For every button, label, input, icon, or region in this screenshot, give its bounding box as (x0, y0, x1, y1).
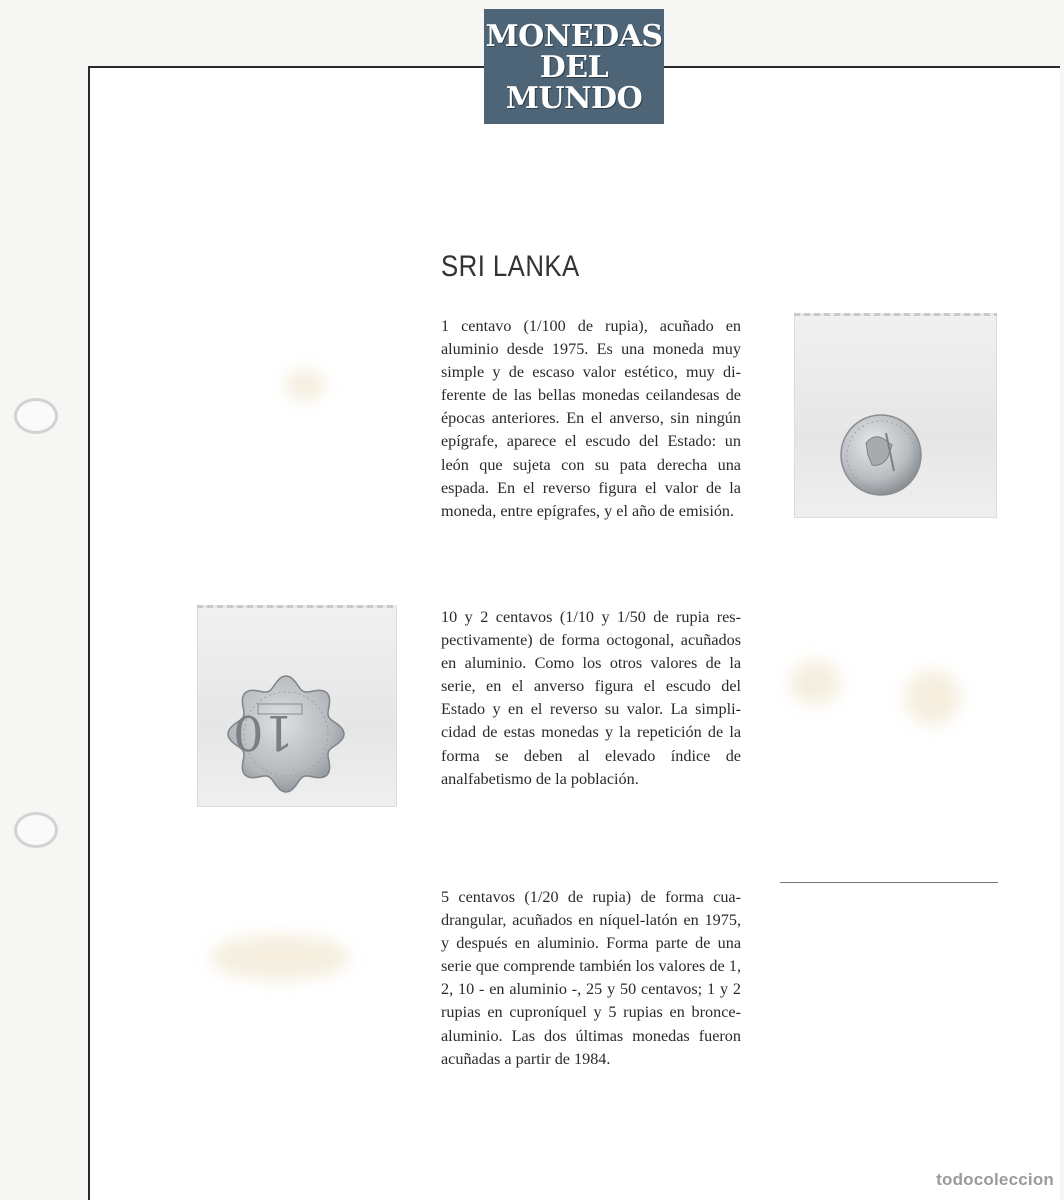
logo-line-2: DEL (539, 50, 609, 85)
watermark: todocoleccion (936, 1170, 1054, 1189)
svg-text:10: 10 (232, 704, 294, 760)
stain (905, 670, 960, 725)
page-title: SRI LANKA (441, 250, 580, 283)
description-1-centavo: 1 centavo (1/100 de rupia), acuñado en aluminio desde 1975. Es una moneda muy simple y de escaso valor estético, muy diferente de las bellas monedas ceilandesas de épocas anteriores. En el anverso, sin ningún epígrafe, aparece el escudo del Estado: un león que sujeta con su pata derecha una espada. En el reverso figura el valor de la moneda, entre epígrafes, y el año de emisión. (441, 317, 741, 520)
coin-sleeve-10-cents (197, 605, 397, 807)
description-5-centavos: 5 centavos (1/20 de rupia) de forma cuadrangular, acuñados en níquel-latón en 1975, y después en aluminio. Forma parte de una serie que comprende también los valores de 1, 2, 10 - en aluminio -, 25 y 50 centavos; 1 y 2 rupias en cuproníquel y 5 rupias en bronce-aluminio. Las dos últimas monedas fueron acuñadas a partir de 1984. (441, 888, 741, 1068)
logo-line-1: MONEDAS (485, 19, 663, 54)
monedas-del-mundo-logo (484, 9, 664, 124)
coin-sleeve-1-cent (794, 313, 997, 518)
stain (210, 935, 350, 980)
description-10-2-centavos: 10 y 2 centavos (1/10 y 1/50 de rupia respectivamente) de forma octogonal, acuñados en aluminio. Como los otros valores de la serie, en el anverso figura el escudo del Estado y en el reverso su valor. La simplicidad de estas monedas y la repetición de la forma se deben al elevado índice de analfabetismo de la población. (441, 608, 741, 788)
binder-hole-top (14, 398, 58, 434)
stain (285, 370, 325, 400)
coin-10-cents-icon (197, 607, 397, 807)
binder-hole-bottom (14, 812, 58, 848)
coin-1-cent-icon (794, 315, 997, 518)
divider-line (780, 882, 998, 883)
stain (790, 660, 840, 705)
logo-line-3: MUNDO (505, 81, 643, 116)
